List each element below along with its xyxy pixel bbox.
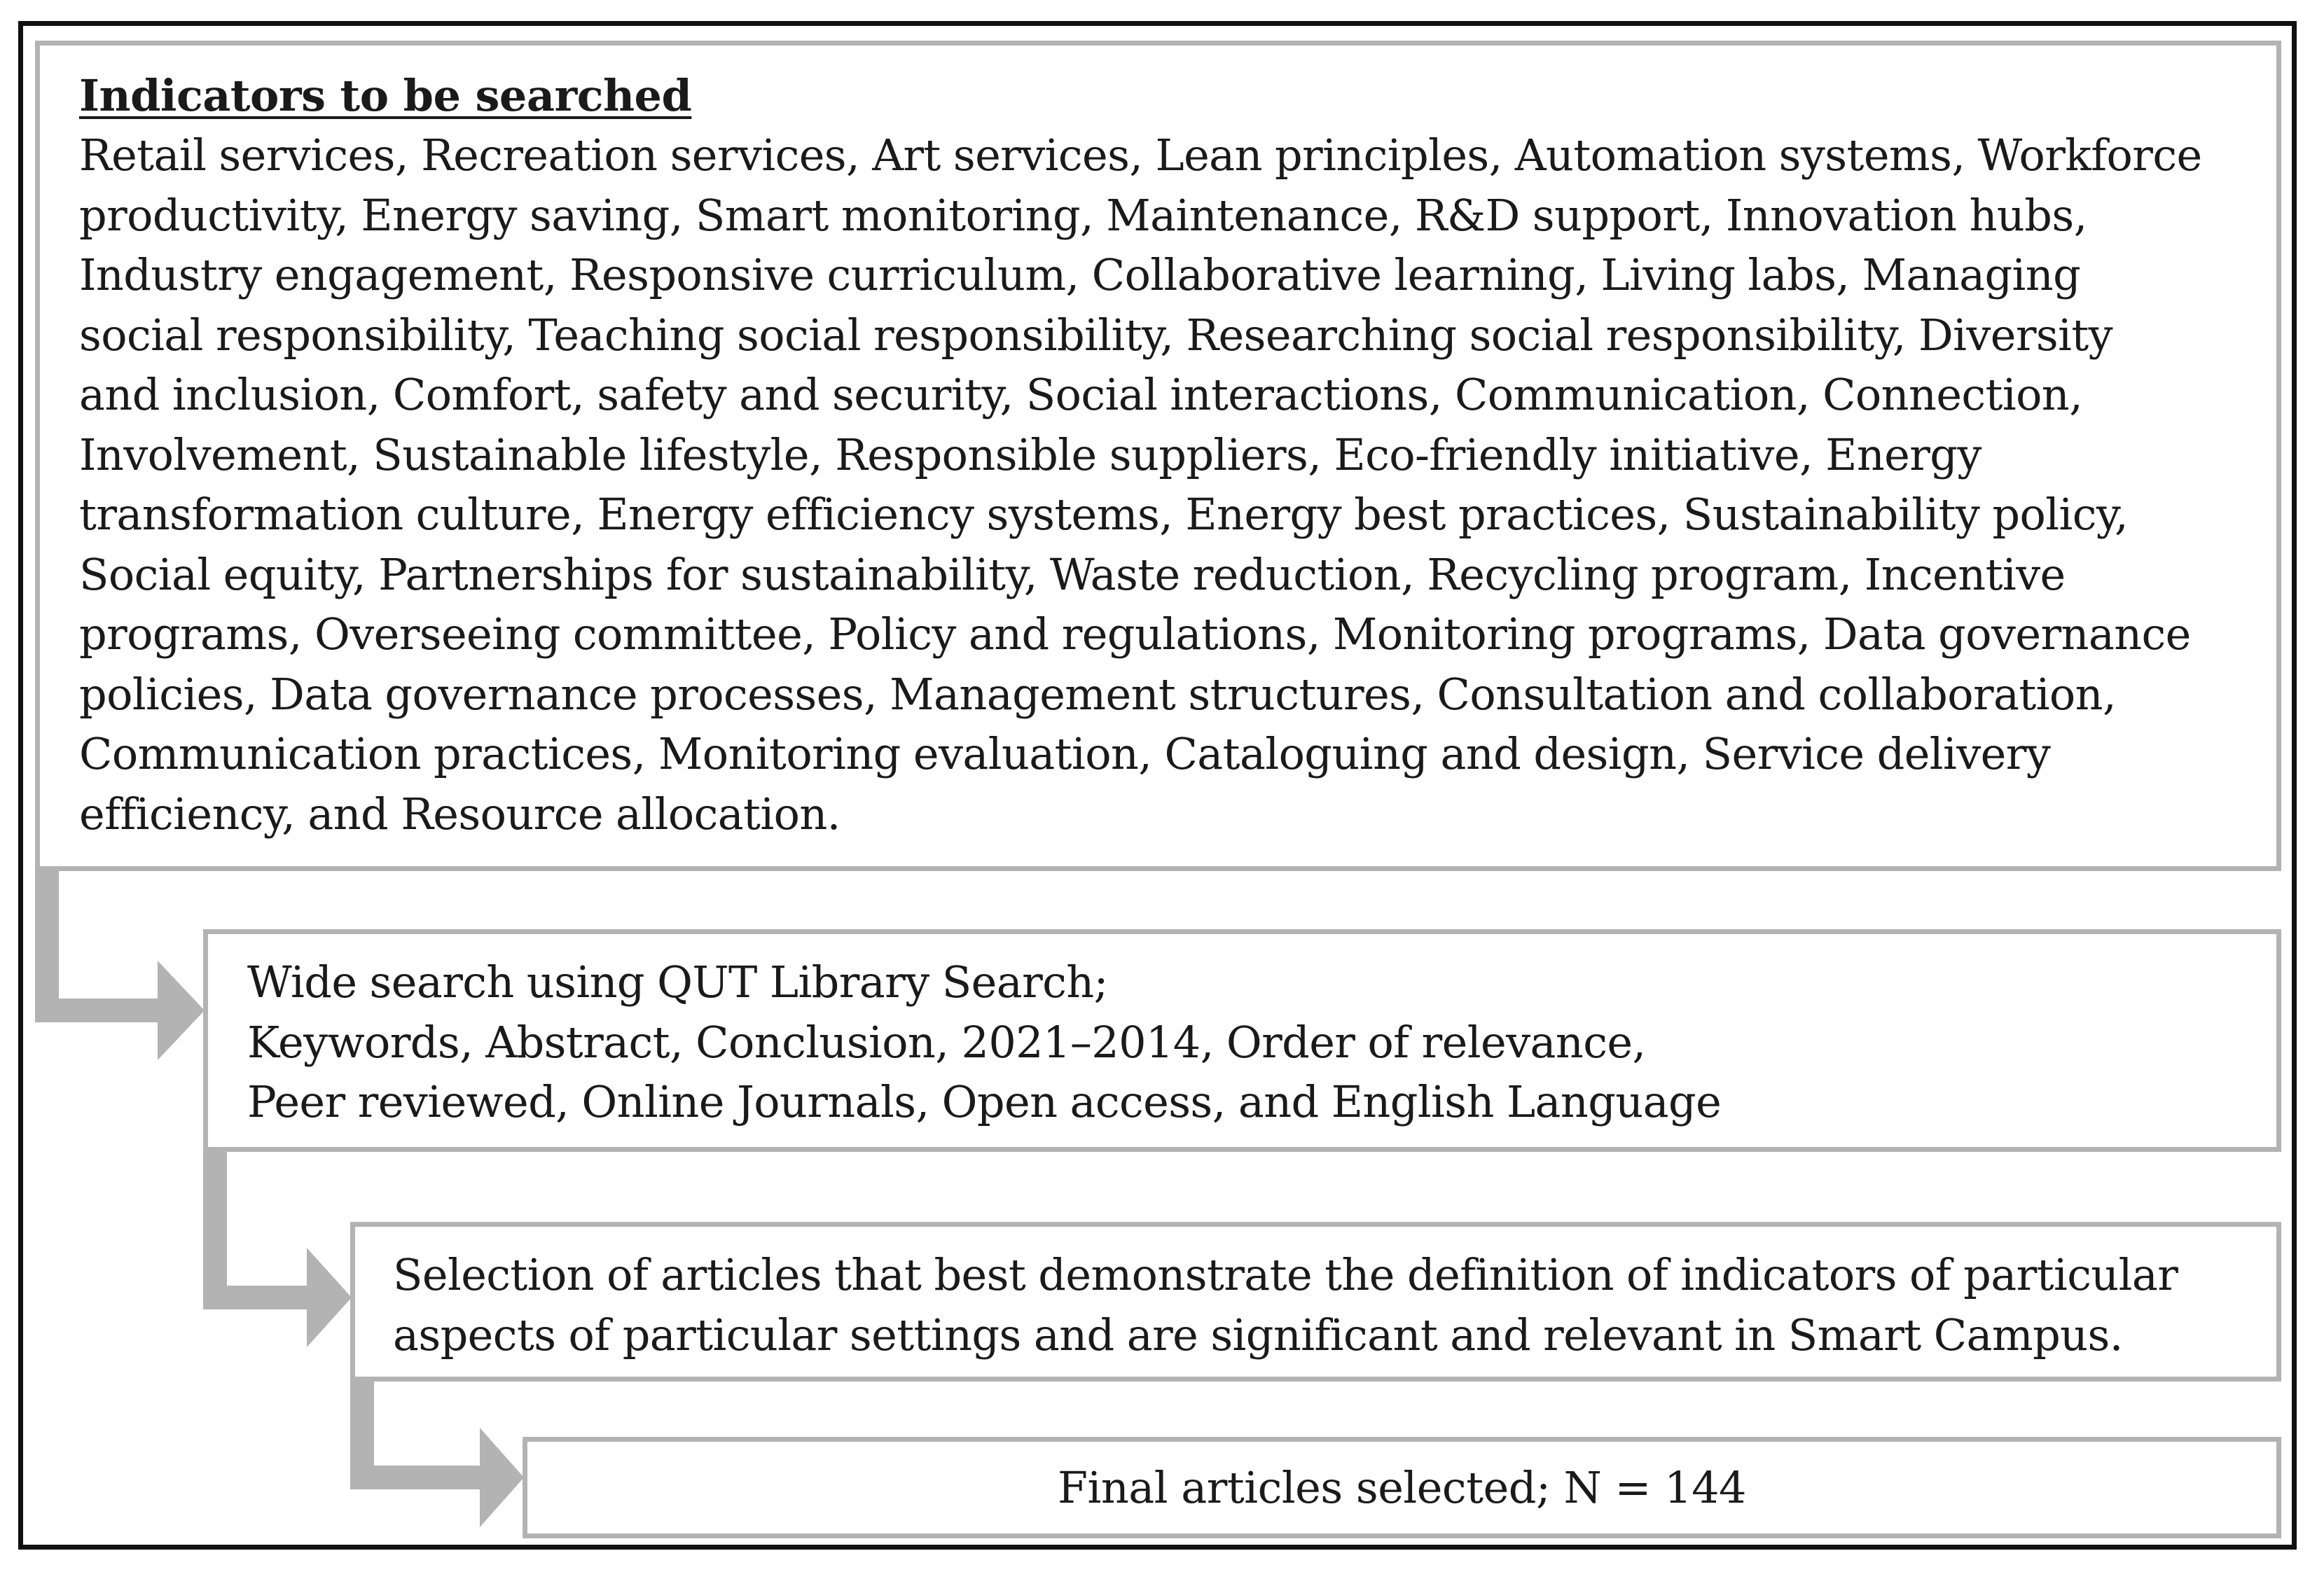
- search-step-line: Keywords, Abstract, Conclusion, 2021–2014, Order of relevance,: [247, 1016, 1646, 1068]
- final-step-box: [523, 1437, 2281, 1538]
- connector-2-horizontal: [203, 1286, 315, 1309]
- indicators-line: Involvement, Sustainable lifestyle, Responsible suppliers, Eco-friendly initiative, Energy: [79, 429, 1981, 480]
- search-step-line: Peer reviewed, Online Journals, Open access, and English Language: [247, 1076, 1722, 1127]
- connector-2-vertical: [203, 1141, 227, 1309]
- indicators-box: [35, 41, 2281, 871]
- selection-step-line: Selection of articles that best demonstrate the definition of indicators of particular: [393, 1249, 2178, 1300]
- connector-1-horizontal: [35, 999, 168, 1022]
- indicators-list: [79, 125, 2240, 844]
- connector-1-arrowhead: [158, 961, 205, 1060]
- connector-1-vertical: [35, 861, 59, 1022]
- selection-step-text: [393, 1245, 2248, 1365]
- search-step-line: Wide search using QUT Library Search;: [247, 957, 1108, 1008]
- selection-step-line: aspects of particular settings and are significant and relevant in Smart Campus.: [393, 1309, 2123, 1361]
- indicators-line: policies, Data governance processes, Management structures, Consultation and collaboration,: [79, 668, 2117, 720]
- connector-3-arrowhead: [480, 1428, 524, 1527]
- indicators-heading: Indicators to be searched: [79, 70, 692, 121]
- indicators-line: Communication practices, Monitoring evaluation, Cataloguing and design, Service delivery: [79, 728, 2051, 779]
- indicators-line: productivity, Energy saving, Smart monitoring, Maintenance, R&D support, Innovation hubs,: [79, 189, 2087, 241]
- search-step-box: [203, 929, 2281, 1152]
- indicators-line: and inclusion, Comfort, safety and security, Social interactions, Communication, Connection,: [79, 369, 2083, 420]
- connector-2-arrowhead: [307, 1248, 352, 1347]
- indicators-line: Social equity, Partnerships for sustainability, Waste reduction, Recycling program, Incentive: [79, 548, 2066, 600]
- selection-step-box: [350, 1222, 2281, 1382]
- indicators-line: programs, Overseeing committee, Policy and regulations, Monitoring programs, Data governance: [79, 608, 2191, 660]
- indicators-line: social responsibility, Teaching social responsibility, Researching social responsibility, Diversity: [79, 309, 2113, 361]
- search-step-text: [247, 952, 2248, 1132]
- indicators-line: Industry engagement, Responsive curriculum, Collaborative learning, Living labs, Managing: [79, 249, 2081, 300]
- indicators-line: transformation culture, Energy efficiency systems, Energy best practices, Sustainability policy,: [79, 489, 2129, 540]
- connector-3-horizontal: [350, 1466, 487, 1489]
- final-step-text: Final articles selected; N = 144: [1058, 1461, 1746, 1513]
- indicators-line: efficiency, and Resource allocation.: [79, 788, 841, 840]
- indicators-line: Retail services, Recreation services, Art services, Lean principles, Automation systems, Workforce: [79, 130, 2202, 181]
